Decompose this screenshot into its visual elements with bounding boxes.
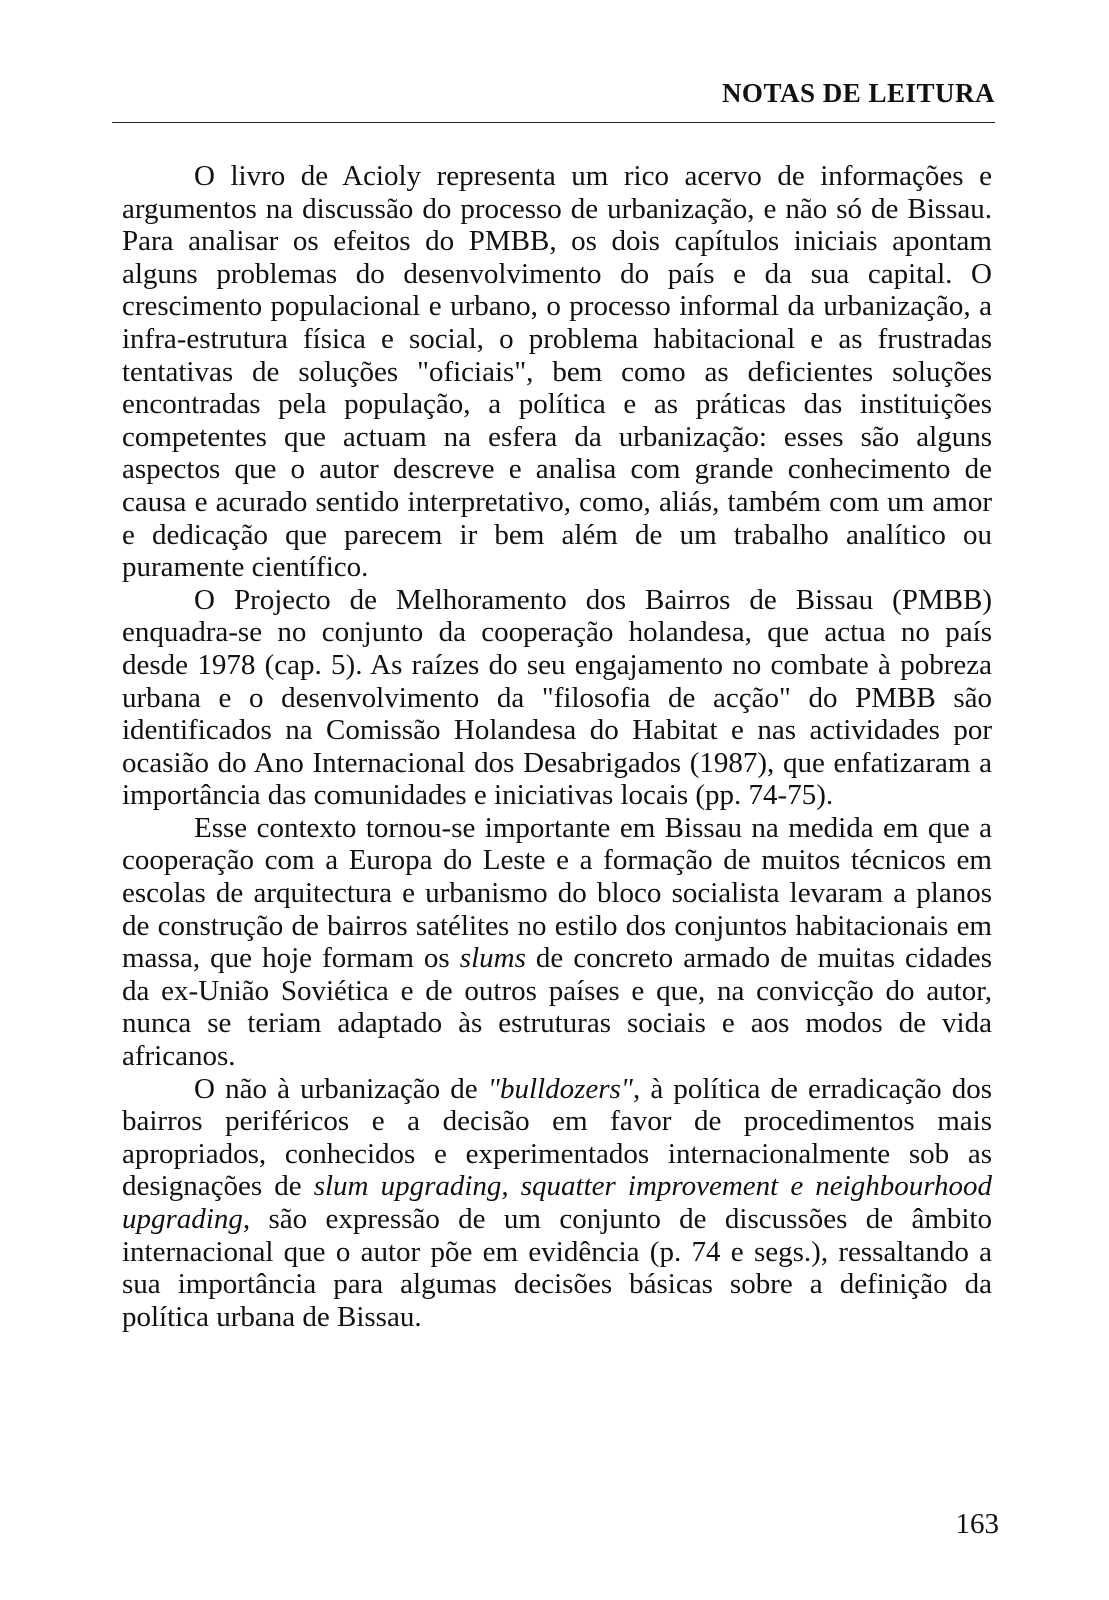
header-rule <box>112 122 995 123</box>
paragraph-4-italic-term-2: slum upgrading, squatter improvement e neighbourhood upgrading, <box>122 1170 992 1235</box>
article-body <box>122 160 992 1333</box>
paragraph-2: O Projecto de Melhoramento dos Bairros de Bissau (PMBB) enquadra-se no conjunto da cooperação holandesa, que actua no país desde 1978 (cap. 5). As raízes do seu engajamento no combate à pobreza urbana e o desenvolvimento da "filosofia de acção" do PMBB são identificados na Comissão Holandesa do Habitat e nas actividades por ocasião do Ano Internacional dos Desabrigados (1987), que enfatizaram a importância das comunidades e iniciativas locais (pp. 74-75). <box>122 583 992 812</box>
running-header: NOTAS DE LEITURA <box>721 78 995 108</box>
paragraph-3 <box>122 812 992 1073</box>
paragraph-4-text-b: , à política de erradicação dos bairros periféricos e a decisão em favor de procedimentos mais apropriados, conhecidos e experimentados internacionalmente sob as designações de <box>122 1072 992 1203</box>
paragraph-4-italic-term-1: "bulldozers" <box>487 1072 633 1105</box>
paragraph-4-text-a: O não à urbanização de <box>194 1072 488 1105</box>
paragraph-3-text-a: Esse contexto tornou-se importante em Bissau na medida em que a cooperação com a Europa do Leste e a formação de muitos técnicos em escolas de arquitectura e urbanismo do bloco socialista levaram a planos de construção de bairros satélites no estilo dos conjuntos habitacionais em massa, que hoje formam os <box>122 811 992 975</box>
paragraph-3-italic-term: slums <box>459 942 526 975</box>
paragraph-1: O livro de Acioly representa um rico acervo de informações e argumentos na discussão do processo de urbanização, e não só de Bissau. Para analisar os efeitos do PMBB, os dois capítulos iniciais apontam alguns problemas do desenvolvimento do país e da sua capital. O crescimento populacional e urbano, o processo informal da urbanização, a infra-estrutura física e social, o problema habitacional e as frustradas tentativas de soluções "oficiais", bem como as deficientes soluções encontradas pela população, a política e as práticas das instituições competentes que actuam na esfera da urbanização: esses são alguns aspectos que o autor descreve e analisa com grande conhecimento de causa e acurado sentido interpretativo, como, aliás, também com um amor e dedicação que parecem ir bem além de um trabalho analítico ou puramente científico. <box>122 160 992 584</box>
paragraph-3-text-b: de concreto armado de muitas cidades da ex-União Soviética e de outros países e que, na convicção do autor, nunca se teriam adaptado às estruturas sociais e aos modos de vida africanos. <box>122 942 992 1073</box>
page-number: 163 <box>955 1508 999 1540</box>
paragraph-4 <box>122 1073 992 1334</box>
paragraph-4-text-c: são expressão de um conjunto de discussões de âmbito internacional que o autor põe em evidência (p. 74 e segs.), ressaltando a sua importância para algumas decisões básicas sobre a definição da política urbana de Bissau. <box>122 1203 992 1333</box>
